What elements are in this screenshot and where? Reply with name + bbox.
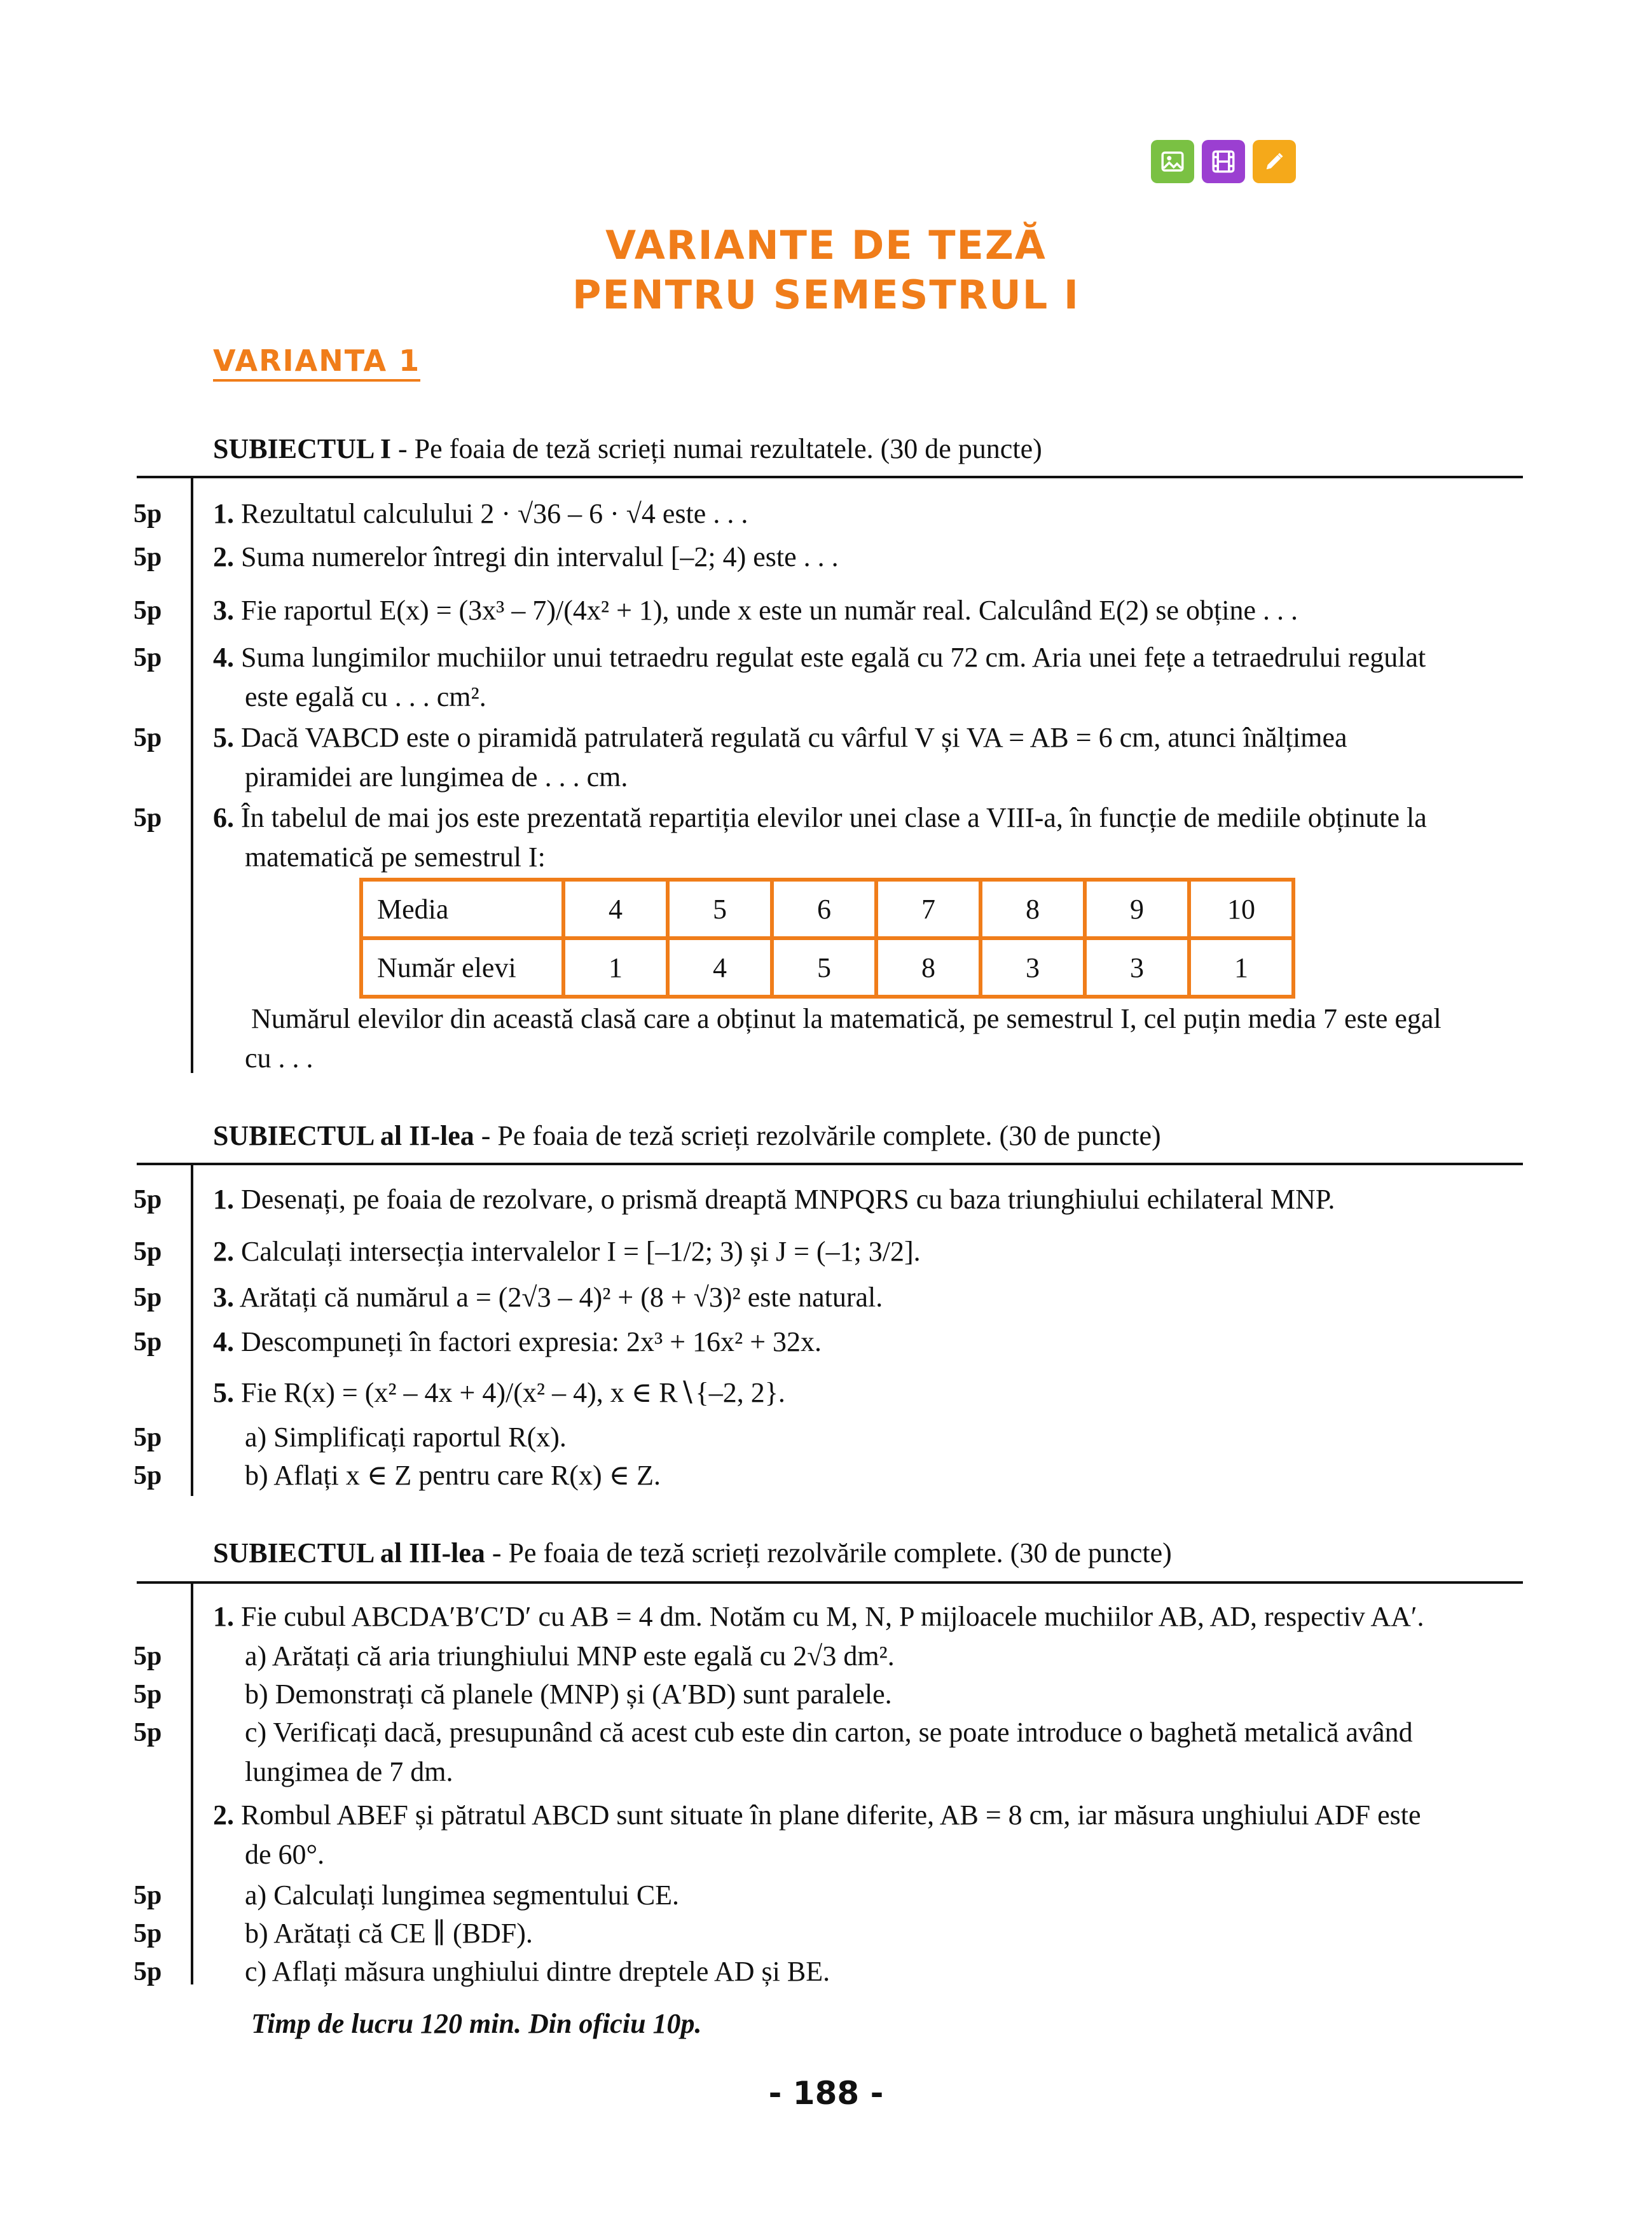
problem-text: Arătați că numărul a = (2√3 – 4)² + (8 + √3)² este natural. [239, 1282, 883, 1313]
points-label: 5p [134, 1283, 162, 1312]
points-label: 5p [134, 1185, 162, 1214]
table-cell: 8 [981, 880, 1085, 938]
section-3-title: SUBIECTUL al III-lea [213, 1537, 485, 1569]
problem-5: 5. Dacă VABCD este o piramidă patrulateră regulată cu vârful V și VA = AB = 6 cm, atunci înălțimea [213, 722, 1347, 753]
divider [137, 1163, 1523, 1165]
points-label: 5p [134, 1718, 162, 1747]
page-title-line2: PENTRU SEMESTRUL I [572, 272, 1080, 318]
table-header-cell: Media [361, 880, 563, 938]
problem-text: Rombul ABEF și pătratul ABCD sunt situate în plane diferite, AB = 8 cm, iar măsura unghiului ADF este [241, 1799, 1421, 1831]
table-header-cell: Număr elevi [361, 938, 563, 997]
problem-text: Fie cubul ABCDA′B′C′D′ cu AB = 4 dm. Notăm cu M, N, P mijloacele muchiilor AB, AD, respectiv AA′. [241, 1601, 1424, 1632]
problem-3: 3. Fie raportul E(x) = (3x³ – 7)/(4x² + 1), unde x este un număr real. Calculând E(2) se obține . . . [213, 595, 1298, 626]
points-label: 5p [134, 1957, 162, 1986]
problem-5a: a) Simplificați raportul R(x). [245, 1422, 567, 1453]
problem-2a: a) Calculați lungimea segmentului CE. [245, 1880, 680, 1911]
problem-6-question-cont: cu . . . [245, 1042, 313, 1074]
problem-1c: c) Verificați dacă, presupunând că acest cub este din carton, se poate introduce o baghetă metalică având [245, 1717, 1413, 1748]
problem-text: Descompuneți în factori expresia: 2x³ + 16x² + 32x. [241, 1326, 822, 1357]
points-label: 5p [134, 1327, 162, 1357]
section-1-instructions: - Pe foaia de teză scrieți numai rezultatele. (30 de puncte) [391, 433, 1042, 464]
divider [137, 1581, 1523, 1584]
points-label: 5p [134, 1237, 162, 1266]
problem-text: Suma lungimilor muchiilor unui tetraedru regulat este egală cu 72 cm. Aria unei fețe a tetraedrului regulat [241, 642, 1426, 673]
time-note: Timp de lucru 120 min. Din oficiu 10p. [251, 2008, 702, 2039]
points-label: 5p [134, 1919, 162, 1948]
problem-6-cont: matematică pe semestrul I: [245, 841, 546, 873]
problem-text: În tabelul de mai jos este prezentată repartiția elevilor unei clase a VIII-a, în funcție de mediile obținute la [241, 802, 1427, 833]
points-label: 5p [134, 543, 162, 572]
problem-text: Dacă VABCD este o piramidă patrulateră regulată cu vârful V și VA = AB = 6 cm, atunci înălțimea [241, 722, 1347, 753]
page-number: - 188 - [768, 2075, 884, 2112]
pencil-icon[interactable] [1253, 140, 1296, 183]
section-3-heading [213, 1537, 1172, 1569]
table-cell: 4 [668, 938, 772, 997]
table-cell: 1 [563, 938, 668, 997]
points-label: 5p [134, 1680, 162, 1709]
problem-4: 4. Descompuneți în factori expresia: 2x³ + 16x² + 32x. [213, 1326, 822, 1357]
problem-text: Desenați, pe foaia de rezolvare, o prismă dreaptă MNPQRS cu baza triunghiului echilateral MNP. [241, 1184, 1335, 1215]
points-label: 5p [134, 596, 162, 625]
problem-1: 1. Desenați, pe foaia de rezolvare, o prismă dreaptă MNPQRS cu baza triunghiului echilateral MNP. [213, 1184, 1335, 1215]
problem-1: 1. Rezultatul calculului 2 · √36 – 6 · √4 este . . . [213, 498, 748, 529]
margin-line [191, 1584, 193, 1984]
grades-table [359, 878, 1295, 999]
table-cell: 7 [876, 880, 981, 938]
problem-text: Suma numerelor întregi din intervalul [–2; 4) este . . . [241, 541, 839, 572]
table-row [361, 880, 1293, 938]
page-title-line1: VARIANTE DE TEZĂ [605, 222, 1047, 268]
table-cell: 6 [772, 880, 876, 938]
film-icon[interactable] [1202, 140, 1245, 183]
margin-line [191, 478, 193, 1073]
problem-3: 3. Arătați că numărul a = (2√3 – 4)² + (8 + √3)² este natural. [213, 1282, 883, 1313]
problem-1a: a) Arătați că aria triunghiului MNP este egală cu 2√3 dm². [245, 1640, 895, 1672]
problem-5b: b) Aflați x ∈ Z pentru care R(x) ∈ Z. [245, 1460, 661, 1491]
table-cell: 10 [1189, 880, 1293, 938]
points-label: 5p [134, 1642, 162, 1671]
table-cell: 8 [876, 938, 981, 997]
points-label: 5p [134, 499, 162, 529]
table-cell: 5 [772, 938, 876, 997]
problem-2: 2. Calculați intersecția intervalelor I = [–1/2; 3) și J = (–1; 3/2]. [213, 1236, 921, 1267]
problem-1b: b) Demonstrați că planele (MNP) și (A′BD) sunt paralele. [245, 1679, 892, 1710]
section-2-heading [213, 1119, 1161, 1152]
table-cell: 9 [1085, 880, 1189, 938]
section-3-instructions: - Pe foaia de teză scrieți rezolvările complete. (30 de puncte) [485, 1537, 1172, 1569]
points-label: 5p [134, 803, 162, 833]
problem-4: 4. Suma lungimilor muchiilor unui tetraedru regulat este egală cu 72 cm. Aria unei fețe a tetraedrului regulat [213, 642, 1426, 673]
points-label: 5p [134, 643, 162, 672]
image-icon[interactable] [1151, 140, 1194, 183]
table-row [361, 938, 1293, 997]
problem-2b: b) Arătați că CE ∥ (BDF). [245, 1918, 533, 1949]
section-2-title: SUBIECTUL al II-lea [213, 1120, 474, 1151]
problem-5-cont: piramidei are lungimea de . . . cm. [245, 761, 628, 793]
table-cell: 4 [563, 880, 668, 938]
section-1-title: SUBIECTUL I [213, 433, 392, 464]
problem-2-cont: de 60°. [245, 1839, 325, 1870]
points-label: 5p [134, 1423, 162, 1452]
margin-line [191, 1165, 193, 1496]
points-label: 5p [134, 723, 162, 752]
header-icons [1151, 140, 1296, 183]
problem-text: Fie raportul E(x) = (3x³ – 7)/(4x² + 1), unde x este un număr real. Calculând E(2) se obține . . . [241, 595, 1298, 626]
problem-1: 1. Fie cubul ABCDA′B′C′D′ cu AB = 4 dm. Notăm cu M, N, P mijloacele muchiilor AB, AD, respectiv AA′. [213, 1601, 1424, 1632]
divider [137, 476, 1523, 478]
problem-text: Calculați intersecția intervalelor I = [–1/2; 3) și J = (–1; 3/2]. [241, 1236, 921, 1267]
problem-2c: c) Aflați măsura unghiului dintre dreptele AD și BE. [245, 1956, 830, 1987]
problem-6: 6. În tabelul de mai jos este prezentată repartiția elevilor unei clase a VIII-a, în funcție de mediile obținute la [213, 802, 1427, 833]
problem-2: 2. Rombul ABEF și pătratul ABCD sunt situate în plane diferite, AB = 8 cm, iar măsura unghiului ADF este [213, 1799, 1421, 1831]
problem-5: 5. Fie R(x) = (x² – 4x + 4)/(x² – 4), x ∈ R∖{–2, 2}. [213, 1377, 785, 1408]
problem-1c-cont: lungimea de 7 dm. [245, 1756, 453, 1787]
table-cell: 3 [1085, 938, 1189, 997]
problem-4-cont: este egală cu . . . cm². [245, 681, 486, 712]
problem-text: Fie R(x) = (x² – 4x + 4)/(x² – 4), x ∈ R∖{–2, 2}. [241, 1377, 785, 1408]
problem-text: Rezultatul calculului 2 · √36 – 6 · √4 este . . . [241, 498, 748, 529]
problem-2: 2. Suma numerelor întregi din intervalul [–2; 4) este . . . [213, 541, 839, 572]
section-1-heading [213, 433, 1042, 465]
problem-6-question: Numărul elevilor din această clasă care a obținut la matematică, pe semestrul I, cel puțin media 7 este egal [251, 1003, 1442, 1034]
points-label: 5p [134, 1881, 162, 1910]
section-2-instructions: - Pe foaia de teză scrieți rezolvările complete. (30 de puncte) [474, 1120, 1161, 1151]
points-label: 5p [134, 1461, 162, 1490]
table-cell: 5 [668, 880, 772, 938]
variant-heading: VARIANTA 1 [213, 343, 420, 382]
table-cell: 1 [1189, 938, 1293, 997]
table-cell: 3 [981, 938, 1085, 997]
